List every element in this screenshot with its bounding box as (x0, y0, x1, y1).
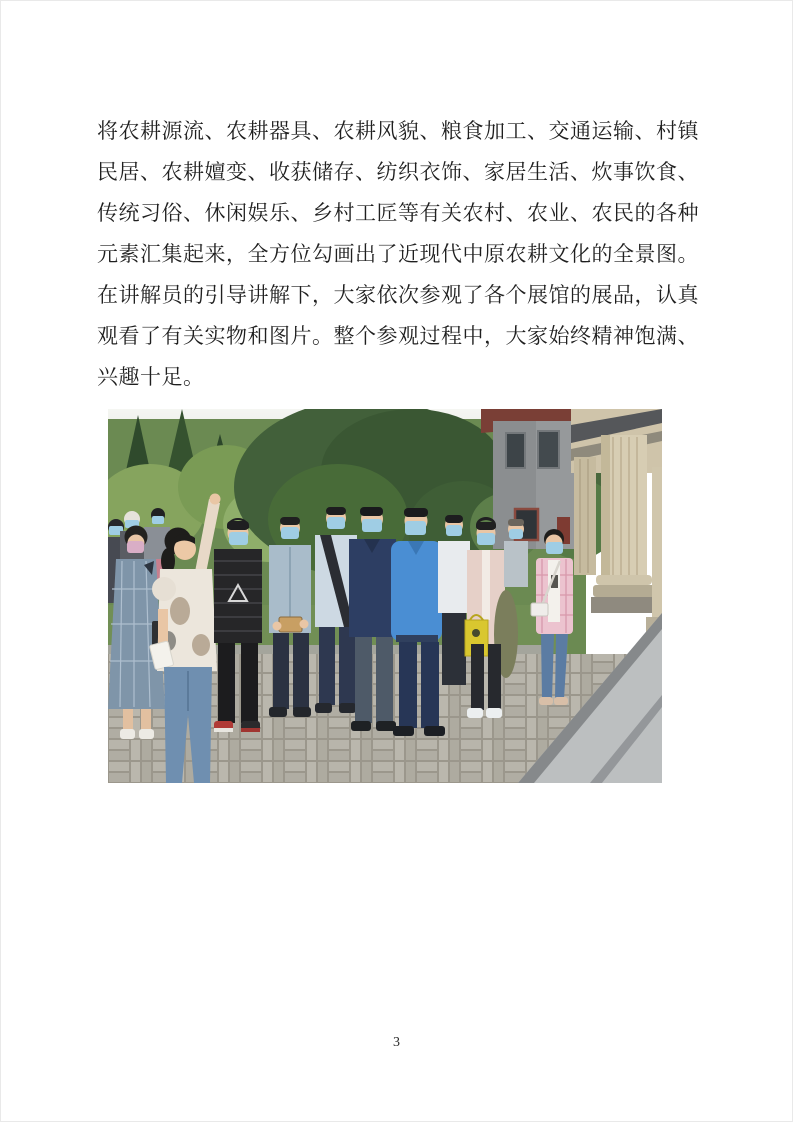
text-line-1: 将农耕源流、农耕器具、农耕风貌、粮食加工、交通运输、村镇 (97, 119, 699, 143)
text-line-3: 传统习俗、休闲娱乐、乡村工匠等有关农村、农业、农民的各种 (97, 201, 699, 225)
text-line-5: 在讲解员的引导讲解下，大家依次参观了各个展馆的展品，认真 (97, 283, 699, 307)
text-line-7: 兴趣十足。 (97, 365, 205, 389)
text-line-6: 观看了有关实物和图片。整个参观过程中，大家始终精神饱满、 (97, 324, 699, 348)
group-photo-illustration (108, 409, 662, 783)
group-photo (108, 409, 662, 783)
text-line-2: 民居、农耕嬗变、收获储存、纺织衣饰、家居生活、炊事饮食、 (97, 160, 699, 184)
page-number: 3 (393, 1035, 400, 1050)
body-paragraph (97, 111, 699, 398)
text-line-4: 元素汇集起来，全方位勾画出了近现代中原农耕文化的全景图。 (97, 242, 699, 266)
